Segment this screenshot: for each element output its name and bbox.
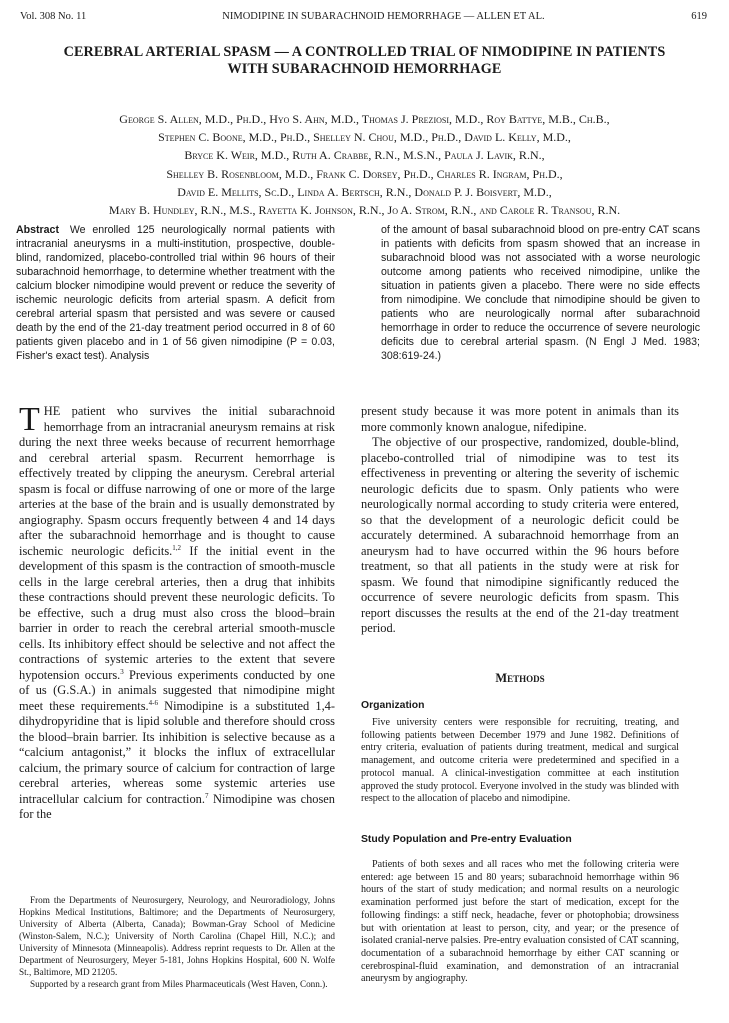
abstract-label: Abstract — [16, 224, 59, 236]
body-right-column — [361, 404, 679, 637]
abstract-text-left: We enrolled 125 neurologically normal patients with intracranial aneurysms in a multi-institution, prospective, double-blind, randomized, placebo-controlled trial within 96 hours of their subarachnoid hemorrhage, to determine whether treatment with the calcium blocker nimodipine would prevent or reduce the severity of ischemic neurologic deficits from arterial spasm. A deficit from cerebral arterial spasm that persisted and was severe or caused death by the end of the 21-day treatment period occurred in 8 of 60 patients given placebo and in 1 of 56 given nimodipine (P = 0.03, Fisher's exact test). Analysis — [16, 224, 335, 362]
abstract — [16, 223, 700, 363]
body-text: Nimodipine was chosen for the — [19, 791, 335, 821]
author-line: Bryce K. Weir, M.D., Ruth A. Crabbe, R.N., M.S.N., Paula J. Lavik, R.N., — [184, 148, 545, 163]
volume-issue: Vol. 308 No. 11 — [20, 10, 87, 22]
body-left-column — [19, 401, 335, 823]
organization-heading: Organization — [361, 700, 425, 711]
body-text: If the initial event in the development of this spasm is the contraction of smooth-muscle cells in the large cerebral arteries, then a drug that inhibits these contractions should prevent these neurologic deficits. To be effective, such a drug must also cross the blood–brain barrier in order to reach the cerebral arterial smooth-muscle cells. Its inhibitory effect should be selective and not affect the contractions of systemic arteries to the extent that severe hypotension occurs. — [19, 543, 335, 682]
title-line-1: CEREBRAL ARTERIAL SPASM — A CONTROLLED TRIAL OF NIMODIPINE IN PATIENTS — [63, 44, 666, 60]
body-paragraph: The objective of our prospective, randomized, double-blind, placebo-controlled trial of nimodipine was to test its effectiveness in preventing or altering the severity of ischemic neurologic deficits due to spasm. Only patients who were neurologically normal according to study criteria were entered, so that the development of a neurologic deficit could be accurately determined. A subarachnoid hemorrhage from an aneurysm had to have occurred within the 96 hours before treatment, so that all patients in the study were at risk for spasm. We found that nimodipine significantly reduced the occurrence of severe neurologic deficits from spasm. This report discusses the results at the end of the 21-day treatment period. — [361, 435, 679, 635]
footnote — [19, 894, 335, 990]
title-line-2: WITH SUBARACHNOID HEMORRHAGE — [227, 61, 502, 77]
citation-ref: 4-6 — [148, 698, 158, 707]
population-text: Patients of both sexes and all races who met the following criteria were entered: age between 15 and 80 years; subarachnoid hemorrhage within 96 hours of the start of study medication; and normal results on a neurologic examination performed just before the start of medication, except for the following findings: a stiff neck, headache, fever or photophobia; drowsiness but with orientation at least to person, city, and year; or the presence of isolated cranial-nerve palsies. Pre-entry evaluation consisted of CAT scanning, documentation of a subarachnoid hemorrhage by either CAT scanning or cerebrospinal-fluid examination, and demonstration of an intracranial aneurysm by angiography. — [361, 859, 679, 985]
citation-ref: 1,2 — [172, 543, 182, 552]
author-line: Shelley B. Rosenbloom, M.D., Frank C. Dorsey, Ph.D., Charles R. Ingram, Ph.D., — [166, 166, 563, 181]
author-line: Mary B. Hundley, R.N., M.S., Rayetta K. Johnson, R.N., Jo A. Strom, R.N., and Carole R. Transou, R.N. — [108, 203, 621, 218]
drop-cap: T — [19, 401, 40, 438]
body-paragraph: present study because it was more potent in animals than its more commonly known analogue, nifedipine. — [361, 404, 679, 434]
author-line: Stephen C. Boone, M.D., Ph.D., Shelley N. Chou, M.D., Ph.D., David L. Kelly, M.D., — [158, 130, 571, 145]
running-title: NIMODIPINE IN SUBARACHNOID HEMORRHAGE — ALLEN ET AL. — [222, 10, 545, 22]
author-line: George S. Allen, M.D., Ph.D., Hyo S. Ahn, M.D., Thomas J. Preziosi, M.D., Roy Battye, M.B., Ch.B., — [119, 112, 610, 126]
organization-text: Five university centers were responsible for recruiting, treating, and following patients between December 1979 and June 1982. Definitions of entry criteria, evaluation of patients during treatment, medical and surgical management, and outcome criteria were predetermined and specified in a protocol manual. A clinical-investigation committee at each institution approved the study protocol. Everyone involved in the study was blinded with respect to the allocation of placebo and nimodipine. — [361, 717, 679, 805]
article-title — [10, 44, 719, 78]
funding-note: Supported by a research grant from Miles Pharmaceuticals (West Haven, Conn.). — [30, 979, 328, 989]
citation-ref: 7 — [204, 791, 209, 800]
abstract-left-column — [16, 223, 335, 363]
methods-heading: Methods — [495, 671, 545, 685]
body-text: Nimodipine is a substituted 1,4-dihydropyridine that is lipid soluble and therefore should cross the blood–brain barrier. Its inhibition is selective because as a “calcium antagonist,” it blocks the influx of extracellular calcium, the primary source of calcium for contraction of large cerebral arteries, whereas some systemic arteries use intracellular calcium for contraction. — [19, 698, 335, 806]
body-text: Previous experiments conducted by one of us (G.S.A.) in animals suggested that nimodipine might meet these requirements. — [19, 667, 335, 713]
body-text: HE patient who survives the initial subarachnoid hemorrhage from an intracranial aneurysm remains at risk during the next three weeks because of recurrent hemorrhage and cerebral arterial spasm. Recurrent hemorrhage is effectively treated by clipping the aneurysm. Cerebral arterial spasm is focal or diffuse narrowing of one or more of the large arteries at the base of the brain and is usually demonstrated by angiography. Spasm occurs frequently between 4 and 14 days after the subarachnoid hemorrhage and is thought to cause ischemic neurologic deficits. — [19, 404, 335, 558]
affiliations-note: From the Departments of Neurosurgery, Neurology, and Neuroradiology, Johns Hopkins Medical Institutions, Baltimore; and the Departments of Neurosurgery, University of Alberta (Alberta, Canada); Bowman-Gray School of Medicine (Winston-Salem, N.C.); University of North Carolina (Chapel Hill, N.C.); and University of Minnesota (Minneapolis). Address reprint requests to Dr. Allen at the Department of Neurosurgery, Meyer 5-181, Johns Hopkins Hospital, 600 N. Wolfe St., Baltimore, MD 21205. — [19, 895, 335, 977]
author-line: David E. Mellits, Sc.D., Linda A. Bertsch, R.N., Donald P. J. Boisvert, M.D., — [177, 184, 552, 199]
running-head — [20, 8, 707, 24]
abstract-right-column — [381, 223, 700, 363]
citation-ref: 3 — [120, 667, 124, 676]
abstract-text-right: of the amount of basal subarachnoid blood on pre-entry CAT scans in patients with deficits from spasm showed that an increase in subarachnoid blood was not associated with a worse neurologic outcome among patients who received nimodipine, unlike the situation in patients given a placebo. There were no side effects from nimodipine. We conclude that nimodipine should be given to patients who are neurologically normal after subarachnoid hemorrhage in order to reduce the occurrence of severe neurologic deficits due to cerebral arterial spasm. (N Engl J Med. 1983; 308:619-24.) — [381, 224, 700, 362]
author-list — [8, 110, 721, 219]
page-number: 619 — [691, 10, 707, 22]
population-heading: Study Population and Pre-entry Evaluation — [361, 834, 572, 845]
